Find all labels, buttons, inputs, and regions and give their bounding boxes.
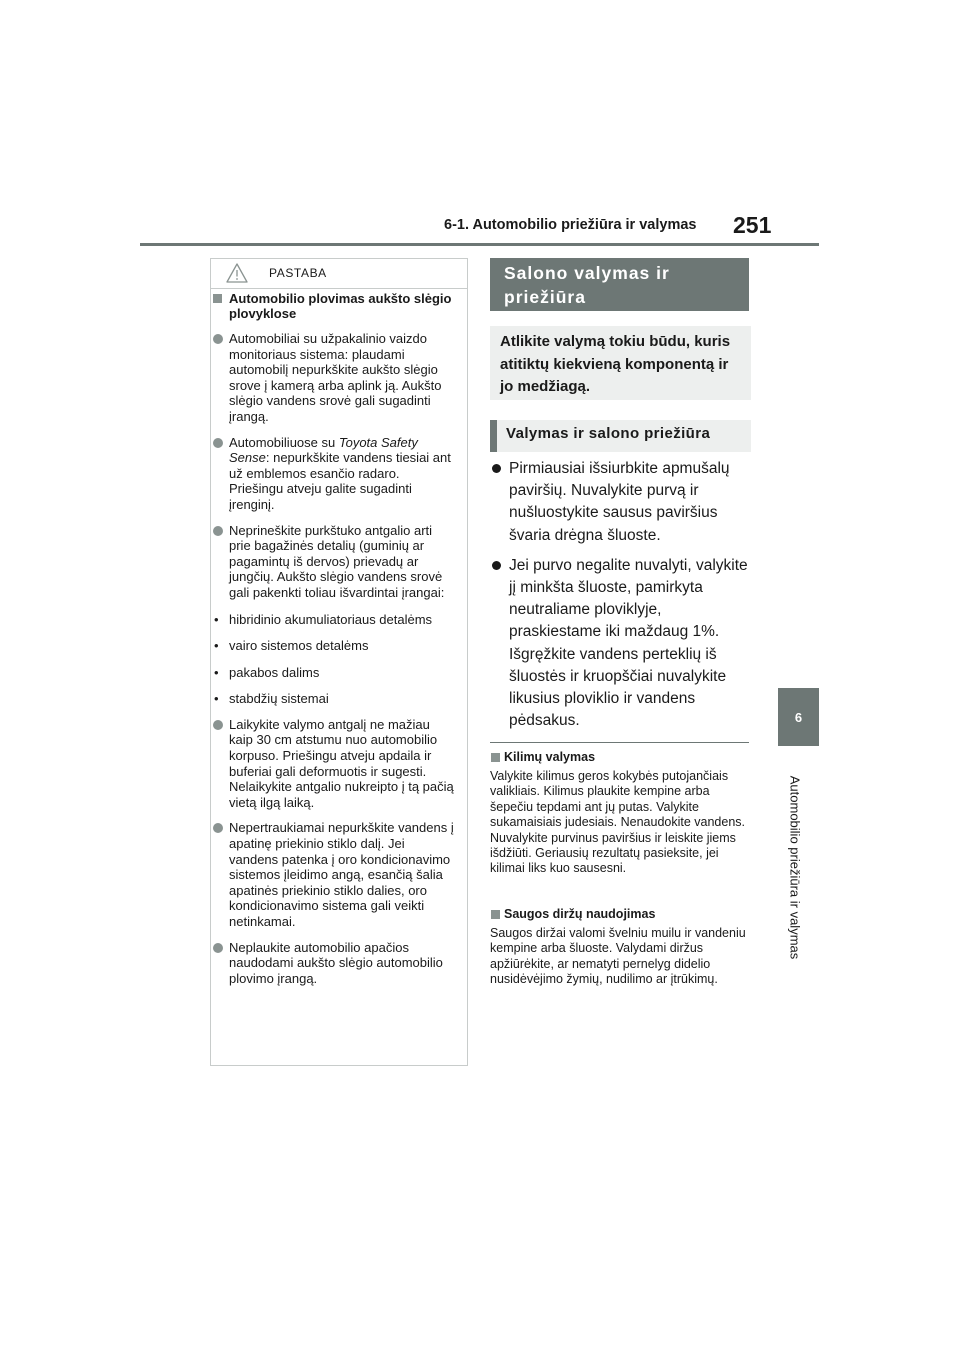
main-bullet-text: Pirmiausiai išsiurbkite apmušalų paviršių. Nuvalykite purvą ir nušluostykite sausus paviršius švaria drėgna šluoste. [509,460,730,544]
chapter-number: 6 [794,709,803,725]
notice-item-text: : nepurkškite vandens tiesiai ant už emblemos esančio radaro. Priešingu atveju galite sugadinti įrenginį. [229,450,451,512]
notice-sub-item: • vairo sistemos detalėms [214,638,369,654]
info-section-heading-text: Kilimų valymas [504,750,596,764]
running-header-section-title: 6-1. Automobilio priežiūra ir valymas [444,217,697,233]
chapter-tab-number [778,688,819,746]
notice-label: PASTABA [269,266,327,280]
main-bullet-list [490,458,755,732]
main-bullet-item [490,555,755,733]
info-section-body: Valykite kilimus geros kokybės putojančiais valikliais. Kilimus plaukite kempine arba šepečiu tepdami ant jų putas. Valykite sukamaisiais judesiais. Nenaudokite vandens. Nuvalykite purvinus paviršius ir leiskite jiems išdžiūti. Geriausių rezultatų pasieksite, jei kilimai liks kuo sausesni. [490,769,746,876]
notice-heading-text: Automobilio plovimas aukšto slėgio plovyklose [229,291,452,321]
notice-item [211,523,467,601]
warning-triangle-icon [226,263,248,283]
page-number: 251 [733,212,772,238]
notice-box [210,258,468,1066]
notice-item-text: Neplaukite automobilio apačios naudodami aukšto slėgio automobilio plovimo įrangą. [229,939,443,986]
notice-sub-item-text: vairo sistemos detalėms [229,638,369,654]
notice-item-text: Laikykite valymo antgalį ne mažiau kaip 30 cm atstumu nuo automobilio korpuso. Priešingu atveju apdaila ir buferiai gali deformuotis ir sugesti. Nelaikykite antgalio nukreipto į tą pačią vietą ilgą laiką. [229,716,454,810]
square-bullet-icon [491,753,500,762]
chapter-tab-title [783,756,807,978]
notice-sub-item: • stabdžių sistemai [214,691,329,707]
notice-item-text: Automobiliai su užpakalinio vaizdo monitoriaus sistema: plaudami automobilį nepurkškite aukšto slėgio srove į kamerą arba aplink ją. Aukšto slėgio vandens srovė gali sugadinti įrangą. [229,331,442,424]
main-bullet-item [490,458,755,547]
notice-item-text: Nepertraukiamai nepurkškite vandens į apatinę priekinio stiklo dalį. Jei vandens patenka į oro kondicionavimo sistemos įleidimo angą, esančią šalia apatinės priekinio stiklo dalies, oro kondicionavimo sistema gali veikti netinkamai. [229,820,454,929]
info-section-heading [490,907,752,922]
notice-item-brand-text: Toyota Safety Sense [229,434,418,466]
notice-item [211,940,467,987]
notice-item-text: Neprineškite purkštuko antgalio arti prie bagažinės detalių (guminių ar pagamintų iš dervos) prievadų ar jungčių. Aukšto slėgio vandens srovė gali pakenkti toliau išvardintai įrangai: [229,522,445,600]
square-bullet-icon [491,910,500,919]
round-bullet-icon [213,823,223,833]
round-bullet-icon [213,526,223,536]
notice-item [211,435,467,513]
notice-item [211,820,467,929]
info-section-heading-text: Saugos diržų naudojimas [504,907,656,921]
round-bullet-icon [213,438,223,448]
info-section-carpets [490,750,752,877]
notice-sub-item: • pakabos dalims [214,664,320,680]
round-bullet-icon [492,561,501,570]
subsection-title: Valymas ir salono priežiūra [506,425,711,442]
notice-sub-item-text: hibridinio akumuliatoriaus detalėms [229,611,433,627]
header-rule [140,243,819,246]
subsection-title-band [490,420,751,452]
info-section-seatbelts [490,907,752,988]
notice-body [211,291,467,986]
section-title-band: Salono valymas ir priežiūra [490,258,749,311]
round-bullet-icon [213,334,223,344]
info-section-heading [490,750,752,765]
notice-item [211,717,467,811]
subsection-accent-bar [490,420,497,452]
notice-sub-item-text: stabdžių sistemai [229,691,329,707]
notice-sub-item: • hibridinio akumuliatoriaus detalėms [214,611,433,627]
notice-item [211,331,467,425]
section-divider [490,742,749,743]
notice-heading [211,291,467,321]
notice-item-text: Automobiliuose su [229,434,339,450]
notice-header [211,259,467,289]
round-bullet-icon [213,720,223,730]
round-bullet-icon [213,943,223,953]
square-bullet-icon [213,294,222,303]
main-bullet-text: Jei purvo negalite nuvalyti, valykite jį minkšta šluoste, pamirkyta neutraliame ploviklyje, praskiestame iki maždaug 1%. Išgręžkite vandens perteklių iš šluostės ir kruopščiai nuvalykite likusius ploviklio ir vandens pėdsakus. [509,556,748,730]
round-bullet-icon [492,464,501,473]
info-section-body: Saugos diržai valomi švelniu muilu ir vandeniu kempine arba šluoste. Valydami diržus apžiūrėkite, ar nematyti pernelyg didelio nusidėvėjimo žymių, nudilimo ar įtrūkimų. [490,926,746,987]
chapter-title: Automobilio priežiūra ir valymas [787,775,803,959]
notice-sub-item-text: pakabos dalims [229,664,320,680]
intro-panel: Atlikite valymą tokiu būdu, kuris atitiktų kiekvieną komponentą ir jo medžiagą. [490,326,751,400]
